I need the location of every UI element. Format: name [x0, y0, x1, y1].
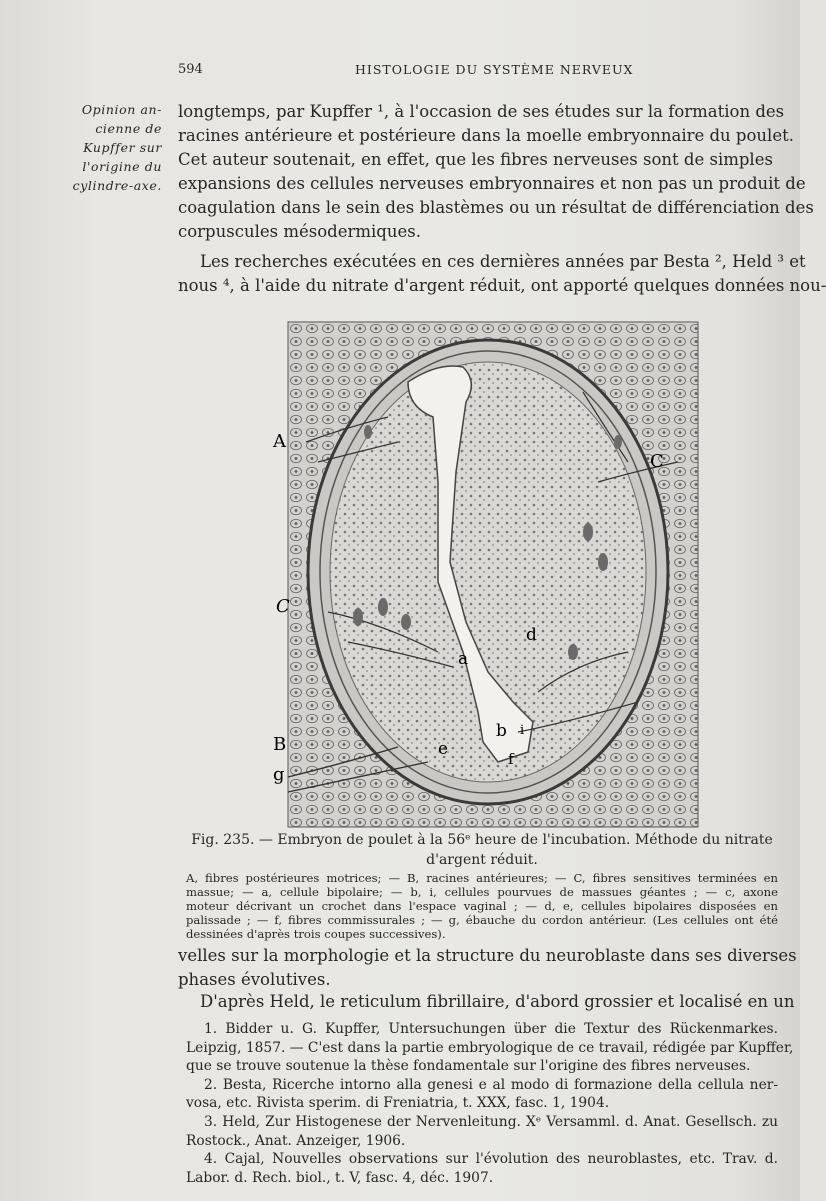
- text-line: Les recherches exécutées en ces dernières années par Besta ², Held ³ et: [200, 252, 806, 271]
- label-e: e: [438, 739, 449, 759]
- paragraph-2: [178, 250, 826, 298]
- legend-line: palissade ; — f, fibres commissurales ; — g, ébauche du cordon antérieur. (Les cellules ont été: [186, 913, 778, 927]
- text-line: racines antérieure et postérieure dans la moelle embryonnaire du poulet.: [178, 126, 794, 145]
- footnote-line: 3. Held, Zur Histogenese der Nervenleitung. Xᵉ Versamml. d. Anat. Gesellsch. zu: [204, 1113, 778, 1130]
- label-d: d: [526, 625, 537, 645]
- label-i: i: [520, 723, 525, 738]
- label-b: b: [496, 721, 507, 741]
- margin-note-line: Opinion an-: [81, 102, 162, 117]
- margin-note: [72, 100, 162, 195]
- paragraph-3: [178, 944, 797, 992]
- text-line: nous ⁴, à l'aide du nitrate d'argent réduit, ont apporté quelques données nou-: [178, 276, 826, 295]
- label-f: f: [508, 750, 514, 768]
- figure-legend: [186, 871, 778, 941]
- legend-line: A, fibres postérieures motrices; — B, racines antérieures; — C, fibres sensitives terminées en: [186, 871, 778, 885]
- margin-note-line: Kupffer sur: [83, 140, 162, 155]
- margin-note-line: l'origine du: [82, 159, 162, 174]
- label-B: B: [273, 734, 287, 755]
- margin-note-line: cienne de: [95, 121, 162, 136]
- figure-caption-title: Fig. 235. — Embryon de poulet à la 56ᵉ heure de l'incubation. Méthode du nitrate d'argent réduit.: [191, 832, 773, 868]
- footnotes: [186, 1020, 794, 1187]
- footnote-line: Leipzig, 1857. — C'est dans la partie embryologique de ce travail, rédigée par Kupffer,: [186, 1039, 794, 1056]
- histology-figure: [273, 322, 698, 827]
- text-line: longtemps, par Kupffer ¹, à l'occasion de ses études sur la formation des: [178, 102, 785, 121]
- paragraph-4: [178, 990, 795, 1014]
- footnote-line: Labor. d. Rech. biol., t. V, fasc. 4, déc. 1907.: [186, 1169, 494, 1186]
- text-line: velles sur la morphologie et la structure du neuroblaste dans ses diverses: [178, 946, 797, 965]
- page-number: 594: [178, 62, 203, 77]
- label-g: g: [273, 764, 285, 785]
- page-header: [0, 60, 800, 80]
- text-line: Cet auteur soutenait, en effet, que les fibres nerveuses sont de simples: [178, 150, 773, 169]
- text-line: corpuscules mésodermiques.: [178, 222, 421, 241]
- label-C-left: C: [276, 596, 290, 617]
- margin-note-line: cylindre-axe.: [72, 178, 162, 193]
- running-title: HISTOLOGIE DU SYSTÈME NERVEUX: [355, 62, 634, 77]
- legend-line: moteur décrivant un crochet dans l'espace vaginal ; — d, e, cellules bipolaires disposées en: [186, 899, 778, 913]
- legend-line: dessinées d'après trois coupes successives).: [186, 927, 446, 941]
- label-A: A: [273, 431, 286, 452]
- label-C-right: C: [650, 451, 664, 472]
- footnote-line: vosa, etc. Rivista sperim. di Freniatria, t. XXX, fasc. 1, 1904.: [186, 1095, 610, 1112]
- footnote-line: 2. Besta, Ricerche intorno alla genesi e al modo di formazione della cellula ner-: [204, 1076, 778, 1093]
- text-line: expansions des cellules nerveuses embryonnaires et non pas un produit de: [178, 174, 806, 193]
- legend-line: massue; — a, cellule bipolaire; — b, i, cellules pourvues de massues géantes ; — c, axone: [186, 885, 778, 899]
- text-line: phases évolutives.: [178, 970, 331, 989]
- text-line: D'après Held, le reticulum fibrillaire, d'abord grossier et localisé en un: [200, 992, 795, 1011]
- footnote-line: Rostock., Anat. Anzeiger, 1906.: [186, 1132, 406, 1149]
- embryo-section-drawing: [273, 322, 698, 827]
- label-a: a: [458, 649, 469, 669]
- text-line: coagulation dans le sein des blastèmes ou un résultat de différenciation des: [178, 198, 814, 217]
- paragraph-1: [178, 100, 814, 244]
- footnote-line: 4. Cajal, Nouvelles observations sur l'évolution des neuroblastes, etc. Trav. d.: [204, 1151, 778, 1168]
- footnote-line: que se trouve soutenue la thèse fondamentale sur l'origine des fibres nerveuses.: [186, 1058, 751, 1075]
- footnote-line: 1. Bidder u. G. Kupffer, Untersuchungen über die Textur des Rückenmarkes.: [204, 1021, 778, 1037]
